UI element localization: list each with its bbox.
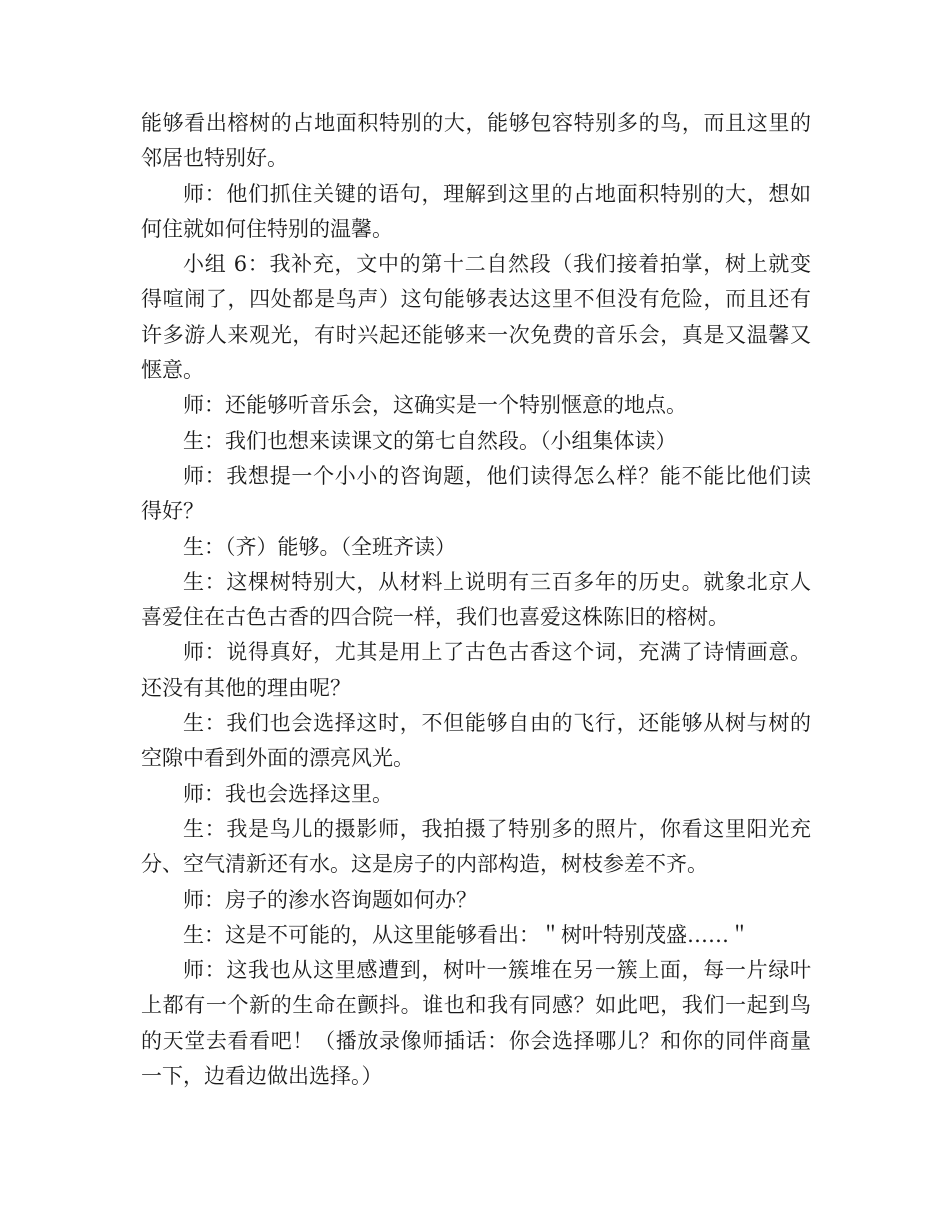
paragraph: 生：这棵树特别大，从材料上说明有三百多年的历史。就象北京人喜爱住在古色古香的四合院一样，我们也喜爱这株陈旧的榕树。 — [141, 569, 811, 630]
paragraph: 生：我们也会选择这时，不但能够自由的飞行，还能够从树与树的空隙中看到外面的漂亮风光。 — [141, 711, 811, 771]
paragraph: 师：房子的渗水咨询题如何办？ — [183, 887, 477, 912]
paragraph: 生：我们也想来读课文的第七自然段。（小组集体读） — [183, 428, 677, 453]
paragraph: 师：还能够听音乐会，这确实是一个特别惬意的地点。 — [183, 393, 687, 418]
paragraph: 能够看出榕树的占地面积特别的大，能够包容特别多的鸟，而且这里的邻居也特别好。 — [141, 111, 811, 171]
paragraph: 师：我也会选择这里。 — [183, 781, 393, 806]
paragraph: 师：这我也从这里感遭到，树叶一簇堆在另一簇上面，每一片绿叶上都有一个新的生命在颤抖。谁也和我有同感？如此吧，我们一起到鸟的天堂去看看吧！（播放录像师插话：你会选择哪儿？和你的同伴商量一下，边看边做出选择。） — [141, 958, 811, 1089]
paragraph: 生：（齐）能够。（全班齐读） — [183, 534, 456, 559]
paragraph: 生：我是鸟儿的摄影师，我拍摄了特别多的照片，你看这里阳光充分、空气清新还有水。这是房子的内部构造，树枝参差不齐。 — [141, 816, 811, 877]
paragraph: 小组 6：我补充，文中的第十二自然段（我们接着拍掌，树上就变得喧闹了，四处都是鸟声）这句能够表达这里不但没有危险，而且还有许多游人来观光，有时兴起还能够来一次免费的音乐会，真是又温馨又惬意。 — [141, 252, 811, 383]
paragraph: 师：他们抓住关键的语句，理解到这里的占地面积特别的大，想如何住就如何住特别的温馨。 — [141, 181, 811, 241]
paragraph: 师：说得真好，尤其是用上了古色古香这个词，充满了诗情画意。还没有其他的理由呢？ — [141, 640, 811, 700]
paragraph: 生：这是不可能的，从这里能够看出：＂树叶特别茂盛……＂ — [183, 922, 750, 947]
paragraph: 师：我想提一个小小的咨询题，他们读得怎么样？能不能比他们读得好？ — [141, 463, 811, 524]
document-body — [141, 106, 811, 1094]
